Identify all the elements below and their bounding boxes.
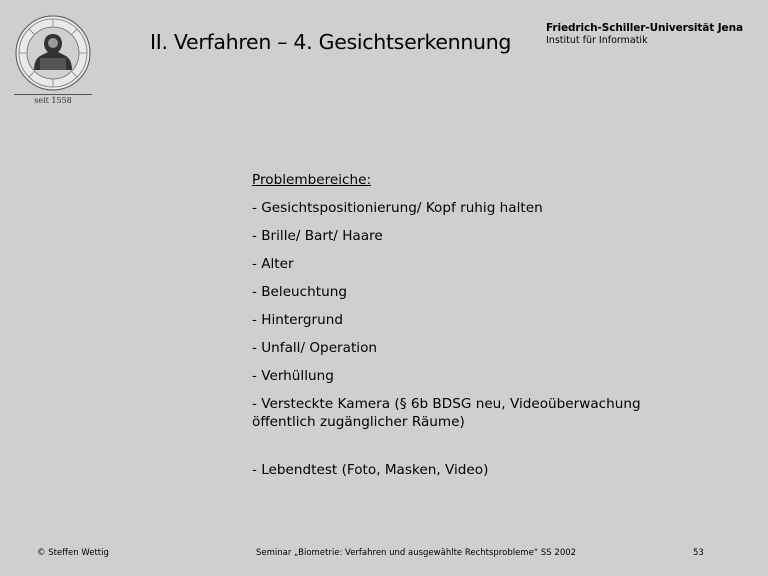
list-item: - Hintergrund [252, 312, 343, 328]
slide-title: II. Verfahren – 4. Gesichtserkennung [150, 30, 512, 54]
list-item: - Beleuchtung [252, 284, 347, 300]
list-item: - Gesichtspositionierung/ Kopf ruhig halten [252, 200, 543, 216]
list-item: - Brille/ Bart/ Haare [252, 228, 383, 244]
university-seal-icon [14, 14, 92, 92]
content-area [252, 172, 672, 489]
content-heading: Problembereiche: [252, 172, 372, 188]
university-header [546, 22, 743, 46]
institute-name: Institut für Informatik [546, 35, 648, 46]
list-item: - Verhüllung [252, 368, 334, 384]
list-item: - Unfall/ Operation [252, 340, 378, 356]
list-item: - Lebendtest (Foto, Masken, Video) [252, 462, 489, 478]
university-name: Friedrich-Schiller-Universität Jena [546, 22, 743, 34]
page-number: 53 [693, 548, 704, 558]
list-item: - Versteckte Kamera (§ 6b BDSG neu, Videoüberwachung öffentlich zugänglicher Räume) [252, 396, 641, 430]
problem-list [252, 199, 672, 479]
footer-author: © Steffen Wettig [37, 548, 109, 558]
footer-seminar: Seminar „Biometrie: Verfahren und ausgewählte Rechtsprobleme“ SS 2002 [256, 548, 577, 558]
seal-caption: seit 1558 [14, 94, 92, 105]
list-item: - Alter [252, 256, 294, 272]
